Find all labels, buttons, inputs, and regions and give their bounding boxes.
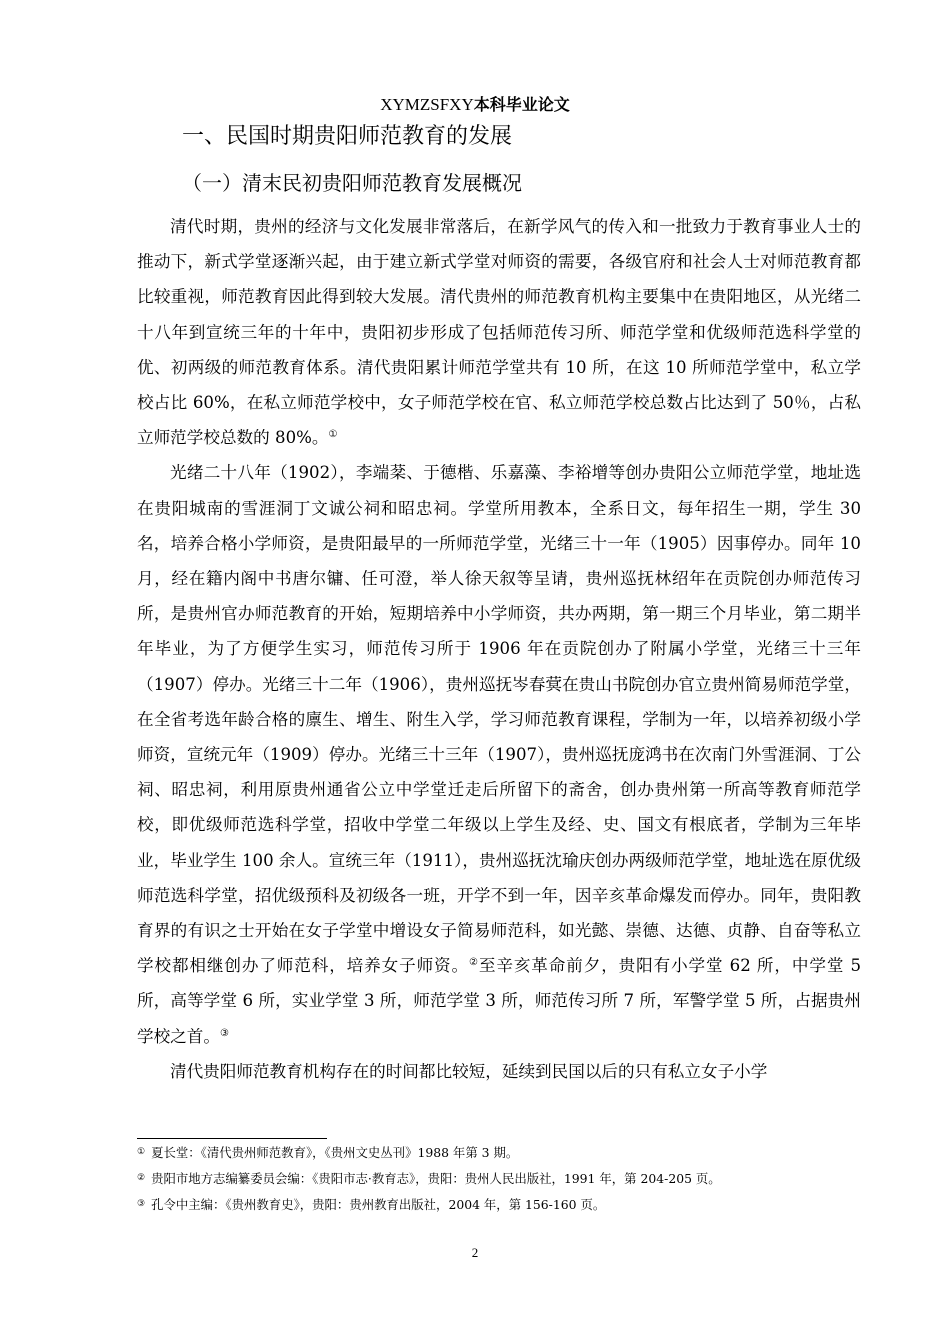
footnote-1	[137, 1142, 861, 1163]
paragraph-2-text-b: 至辛亥革命前夕，贵阳有小学堂 62 所，中学堂 5 所，高等学堂 6 所，实业学堂 3 所，师范学堂 3 所，师范传习所 7 所，军警学堂 5 所，占据贵州学校之首。	[137, 956, 862, 1046]
paragraph-3-text: 清代贵阳师范教育机构存在的时间都比较短，延续到民国以后的只有私立女子小学	[170, 1061, 768, 1081]
footnote-text: 孔令中主编：《贵州教育史》，贵阳：贵州教育出版社，2004 年，第 156-160 页。	[151, 1197, 606, 1212]
footnote-mark: ③	[137, 1199, 146, 1209]
subsection-heading: （一）清末民初贵阳师范教育发展概况	[182, 171, 522, 195]
body-text	[137, 209, 861, 1089]
footnote-3	[137, 1194, 861, 1215]
footnote-ref-3[interactable]: ③	[219, 1027, 229, 1039]
footnote-ref-1[interactable]: ①	[328, 429, 338, 441]
paragraph-2	[137, 455, 861, 1053]
footnote-text: 夏长堂：《清代贵州师范教育》，《贵州文史丛刊》1988 年第 3 期。	[151, 1145, 519, 1160]
paragraph-1	[137, 209, 861, 455]
page-header	[0, 93, 950, 117]
footnote-mark: ②	[137, 1173, 146, 1183]
paragraph-3	[137, 1054, 861, 1089]
paragraph-2-text-a: 光绪二十八年（1902），李端棻、于德楷、乐嘉藻、李裕增等创办贵阳公立师范学堂，地址选在贵阳城南的雪涯洞丁文诚公祠和昭忠祠。学堂所用教本，全系日文，每年招生一期，学生 30 名，培养合格小学师资，是贵阳最早的一所师范学堂，光绪三十一年（1905）因事停办。同年 10 月，经在籍内阁中书唐尔镛、任可澄，举人徐天叙等呈请，贵州巡抚林绍年在贡院创办师范传习所，是贵州官办师范教育的开始，短期培养中小学师资，共办两期，第一期三个月毕业，第二期半年毕业，为了方便学生实习，师范传习所于 1906 年在贡院创办了附属小学堂，光绪三十三年（1907）停办。光绪三十二年（1906），贵州巡抚岑春蓂在贵山书院创办官立贵州简易师范学堂，在全省考选年龄合格的廪生、增生、附生入学，学习师范教育课程，学制为一年，以培养初级小学师资，宣统元年（1909）停办。光绪三十三年（1907），贵州巡抚庞鸿书在次南门外雪涯洞、丁公祠、昭忠祠，利用原贵州通省公立中学堂迁走后所留下的斋舍，创办贵州第一所高等教育师范学校，即优级师范选科学堂，招收中学堂二年级以上学生及经、史、国文有根底者，学制为三年毕业，毕业学生 100 余人。宣统三年（1911），贵州巡抚沈瑜庆创办两级师范学堂，地址选在原优级师范选科学堂，招优级预科及初级各一班，开学不到一年，因辛亥革命爆发而停办。同年，贵阳教育界的有识之士开始在女子学堂中增设女子简易师范科，如光懿、崇德、达德、贞静、自奋等私立学校都相继创办了师范科，培养女子师资。	[137, 463, 861, 976]
footnote-mark: ①	[137, 1147, 146, 1157]
footnotes	[137, 1142, 861, 1220]
footnote-text: 贵阳市地方志编纂委员会编：《贵阳市志·教育志》，贵阳：贵州人民出版社，1991 年，第 204-205 页。	[151, 1171, 721, 1186]
footnote-2	[137, 1168, 861, 1189]
page-number: 2	[471, 1245, 479, 1260]
footnote-ref-2[interactable]: ②	[469, 957, 479, 969]
footnote-separator	[137, 1138, 327, 1139]
header-latin: XYMZSFXY	[380, 95, 474, 114]
section-heading: 一、民国时期贵阳师范教育的发展	[182, 124, 513, 149]
paragraph-1-text: 清代时期，贵州的经济与文化发展非常落后，在新学风气的传入和一批致力于教育事业人士的推动下，新式学堂逐渐兴起，由于建立新式学堂对师资的需要，各级官府和社会人士对师范教育都比较重视，师范教育因此得到较大发展。清代贵州的师范教育机构主要集中在贵阳地区，从光绪二十八年到宣统三年的十年中，贵阳初步形成了包括师范传习所、师范学堂和优级师范选科学堂的优、初两级的师范教育体系。清代贵阳累计师范学堂共有 10 所，在这 10 所师范学堂中，私立学校占比 60%，在私立师范学校中，女子师范学校在官、私立师范学校总数占比达到了 50％，占私立师范学校总数的 80%。	[137, 217, 861, 448]
header-title: 本科毕业论文	[473, 95, 570, 114]
